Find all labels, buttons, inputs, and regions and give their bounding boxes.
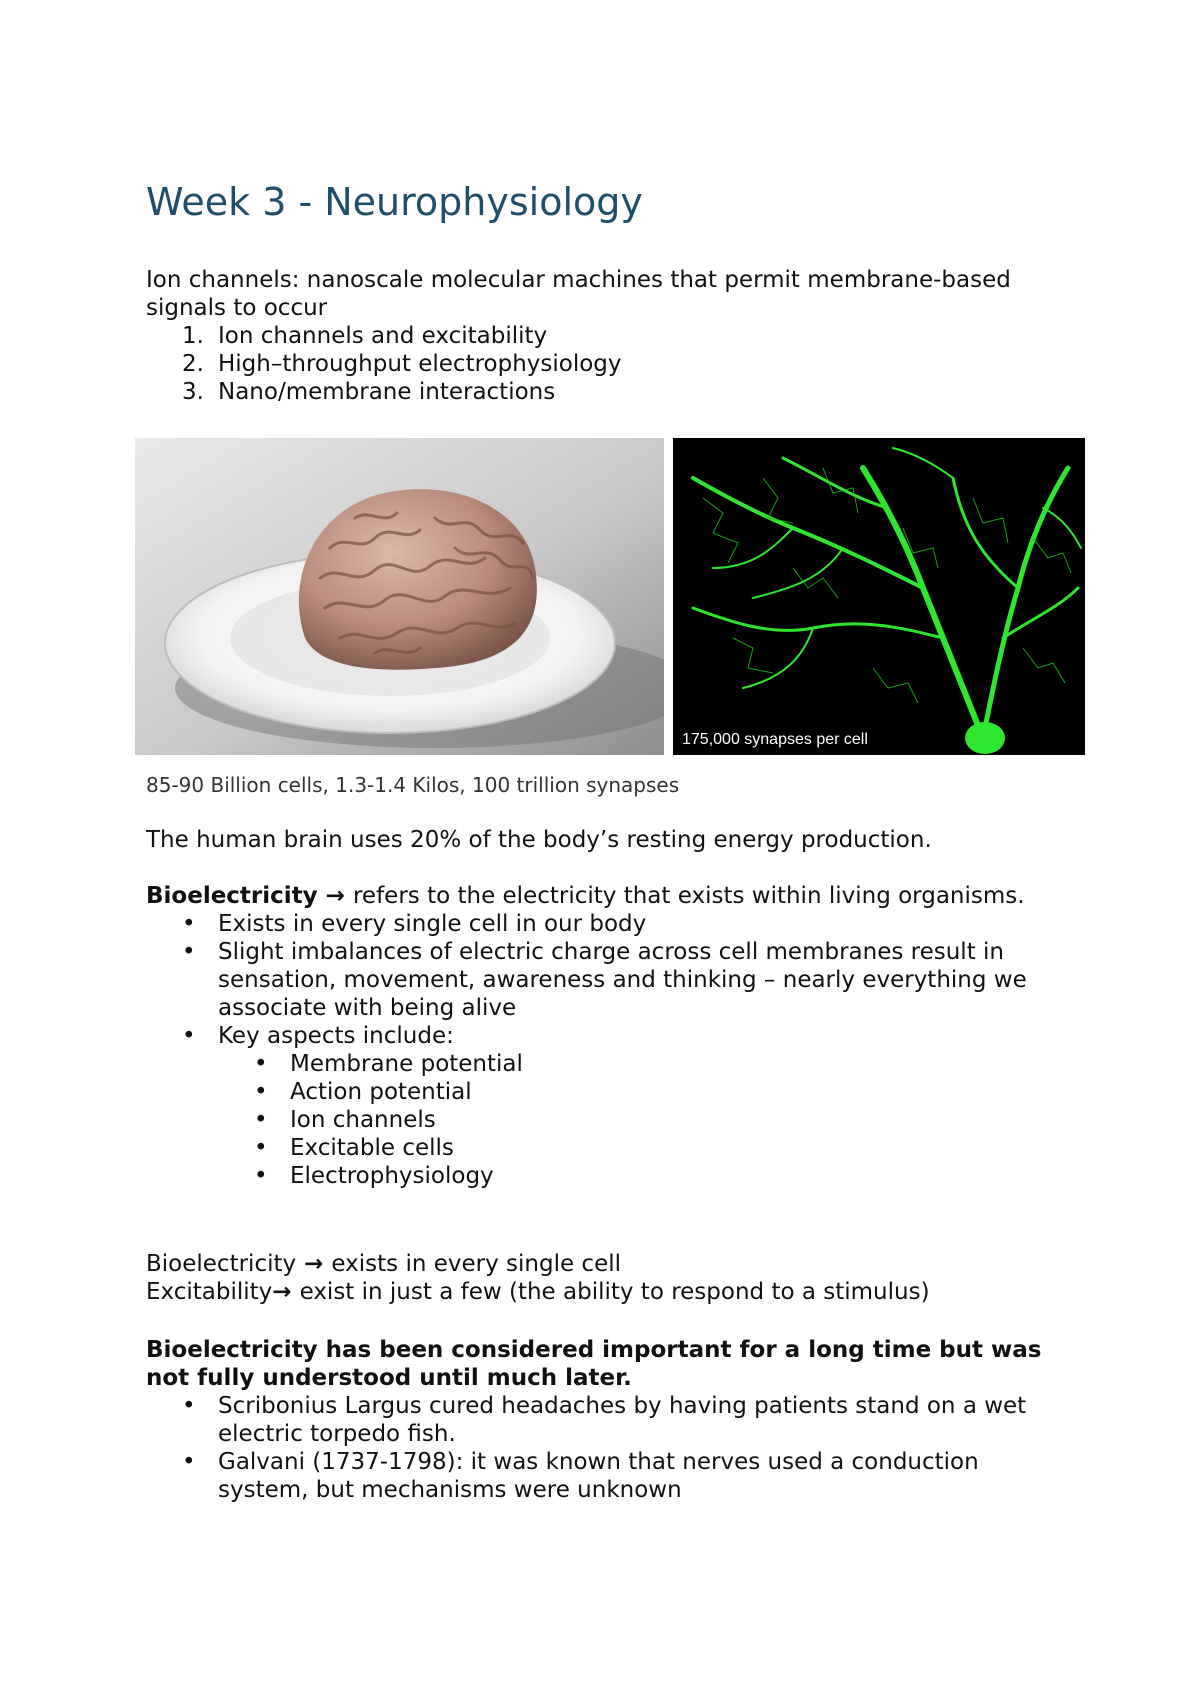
list-item bbox=[146, 1022, 1076, 1190]
list-item: • Slight imbalances of electric charge across cell membranes result in sensation, movement, awareness and thinking – nearly everything we associate with being alive bbox=[146, 938, 1076, 1022]
list-item: • Galvani (1737-1798): it was known that nerves used a conduction system, but mechanisms were unknown bbox=[146, 1448, 1076, 1504]
list-item-text: High–throughput electrophysiology bbox=[218, 351, 622, 377]
list-item bbox=[146, 378, 1076, 406]
list-item-text: Ion channels and excitability bbox=[218, 323, 548, 349]
definition-text: refers to the electricity that exists within living organisms. bbox=[352, 883, 1025, 909]
right-arrow-icon: → bbox=[296, 1251, 332, 1277]
right-arrow-icon: → bbox=[317, 883, 353, 909]
definition-text: exists in every single cell bbox=[331, 1251, 621, 1277]
sub-list-item: • Ion channels bbox=[218, 1106, 1076, 1134]
list-item bbox=[146, 350, 1076, 378]
bioelectricity-definition bbox=[146, 882, 1076, 910]
bioelectricity-section bbox=[146, 882, 1076, 1190]
bullet-list bbox=[146, 1392, 1076, 1504]
list-number: 1. bbox=[182, 323, 204, 349]
bullet-list bbox=[146, 910, 1076, 1190]
list-item: • Scribonius Largus cured headaches by having patients stand on a wet electric torpedo fish. bbox=[146, 1392, 1076, 1448]
bioelectricity-term: Bioelectricity bbox=[146, 883, 318, 909]
list-item bbox=[146, 322, 1076, 350]
definition-line bbox=[146, 1250, 1076, 1278]
right-arrow-icon: → bbox=[272, 1279, 300, 1305]
image-row bbox=[135, 438, 1085, 755]
numbered-list bbox=[146, 322, 1076, 406]
sub-list-item: • Action potential bbox=[218, 1078, 1076, 1106]
list-number: 2. bbox=[182, 351, 204, 377]
intro-text: Ion channels: nanoscale molecular machines that permit membrane-based signals to occur bbox=[146, 267, 1011, 321]
history-section bbox=[146, 1336, 1076, 1504]
definition-term: Bioelectricity bbox=[146, 1251, 297, 1277]
intro-section bbox=[146, 266, 1076, 406]
history-heading bbox=[146, 1336, 1076, 1392]
purkinje-neuron-image bbox=[673, 438, 1085, 755]
list-item: • Exists in every single cell in our body bbox=[146, 910, 1076, 938]
energy-text: The human brain uses 20% of the body’s resting energy production. bbox=[146, 827, 932, 853]
synapses-overlay-label: 175,000 synapses per cell bbox=[676, 728, 874, 752]
page-title: Week 3 - Neurophysiology bbox=[146, 180, 643, 224]
list-number: 3. bbox=[182, 379, 204, 405]
brain-on-plate-image bbox=[135, 438, 664, 755]
definitions-section bbox=[146, 1250, 1076, 1306]
definition-term: Excitability bbox=[146, 1279, 273, 1305]
definition-line bbox=[146, 1278, 1076, 1306]
definition-text: exist in just a few (the ability to respond to a stimulus) bbox=[299, 1279, 930, 1305]
sub-list-item: • Electrophysiology bbox=[218, 1162, 1076, 1190]
image-caption: 85-90 Billion cells, 1.3-1.4 Kilos, 100 trillion synapses bbox=[146, 773, 680, 797]
list-item-text: Nano/membrane interactions bbox=[218, 379, 556, 405]
sub-list-item: • Excitable cells bbox=[218, 1134, 1076, 1162]
history-heading-text: Bioelectricity has been considered important for a long time but was not fully understood until much later. bbox=[146, 1337, 1042, 1391]
sub-list-item: • Membrane potential bbox=[218, 1050, 1076, 1078]
sub-bullet-list bbox=[218, 1050, 1076, 1190]
list-item-text: Key aspects include: bbox=[218, 1023, 454, 1049]
energy-paragraph bbox=[146, 826, 1076, 854]
